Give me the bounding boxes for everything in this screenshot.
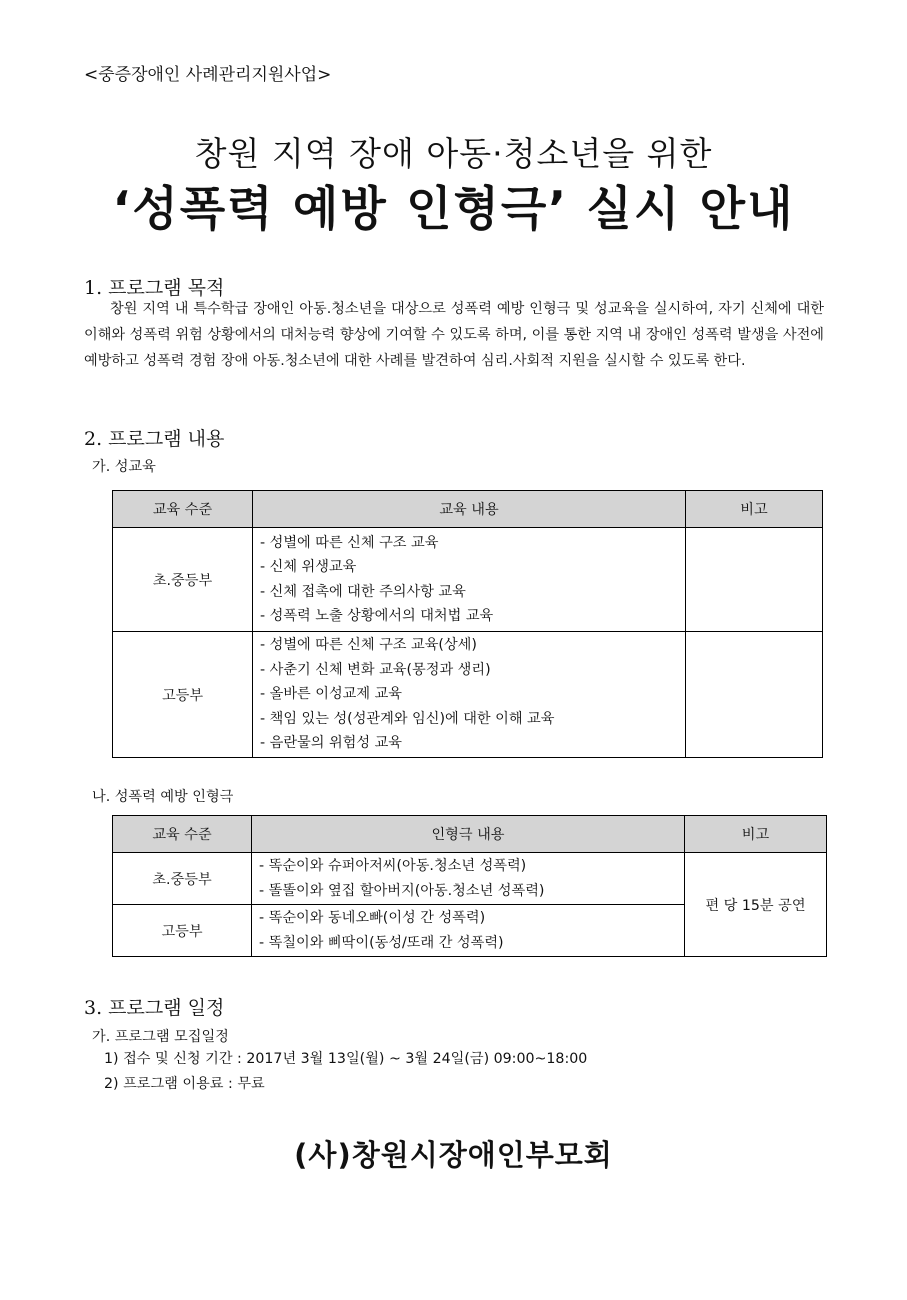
list-item: - 올바른 이성교제 교육 bbox=[260, 686, 402, 703]
list-item: - 똑순이와 슈퍼아저씨(아동.청소년 성폭력) bbox=[259, 858, 527, 874]
list-item: - 성별에 따른 신체 구조 교육 bbox=[260, 534, 439, 551]
list-item: - 성별에 따른 신체 구조 교육(상세) bbox=[260, 637, 477, 654]
table-row bbox=[113, 853, 827, 905]
column-header: 교육 수준 bbox=[113, 491, 253, 528]
column-header: 교육 내용 bbox=[253, 491, 686, 528]
section2-sub-a: 가. 성교육 bbox=[92, 459, 156, 475]
list-item: - 신체 접촉에 대한 주의사항 교육 bbox=[260, 583, 466, 600]
table-header-row bbox=[113, 816, 827, 853]
organization-name: (사)창원시장애인부모회 bbox=[294, 1138, 613, 1172]
list-item: - 성폭력 노출 상황에서의 대처법 교육 bbox=[260, 608, 494, 624]
schedule-item: 1) 접수 및 신청 기간 : 2017년 3월 13일(월) ~ 3월 24일(금) 09:00~18:00 bbox=[104, 1051, 588, 1067]
column-header: 교육 수준 bbox=[113, 816, 252, 853]
content-cell bbox=[252, 853, 685, 905]
list-item: - 음란물의 위험성 교육 bbox=[260, 735, 402, 752]
section1-heading: 1. 프로그램 목적 bbox=[84, 277, 225, 299]
page-title-line2: ‘성폭력 예방 인형극’ 실시 안내 bbox=[112, 182, 795, 237]
puppet-show-table bbox=[112, 815, 827, 957]
page-title-line1: 창원 지역 장애 아동·청소년을 위한 bbox=[194, 134, 713, 173]
note-cell: 편 당 15분 공연 bbox=[685, 853, 827, 957]
list-item: - 신체 위생교육 bbox=[260, 559, 357, 575]
schedule-item: 2) 프로그램 이용료 : 무료 bbox=[104, 1076, 265, 1092]
content-cell bbox=[253, 528, 686, 632]
table-row bbox=[113, 632, 823, 758]
list-item: - 똘똘이와 옆집 할아버지(아동.청소년 성폭력) bbox=[259, 882, 545, 899]
list-item: - 똑순이와 동네오빠(이성 간 성폭력) bbox=[259, 910, 486, 926]
content-cell bbox=[252, 905, 685, 957]
level-cell: 초.중등부 bbox=[113, 853, 252, 905]
column-header: 비고 bbox=[686, 491, 823, 528]
list-item: - 책임 있는 성(성관계와 임신)에 대한 이해 교육 bbox=[260, 710, 555, 727]
content-cell bbox=[253, 632, 686, 758]
section3-heading: 3. 프로그램 일정 bbox=[84, 997, 225, 1019]
level-cell: 고등부 bbox=[113, 905, 252, 957]
list-item: - 사춘기 신체 변화 교육(몽정과 생리) bbox=[260, 661, 491, 678]
list-item: - 똑칠이와 삐딱이(동성/또래 간 성폭력) bbox=[259, 934, 504, 951]
section2-heading: 2. 프로그램 내용 bbox=[84, 428, 225, 450]
note-cell bbox=[686, 528, 823, 632]
table-header-row bbox=[113, 491, 823, 528]
sex-education-table bbox=[112, 490, 823, 758]
section3-sub-a: 가. 프로그램 모집일정 bbox=[92, 1029, 229, 1045]
section1-body: 창원 지역 내 특수학급 장애인 아동.청소년을 대상으로 성폭력 예방 인형극 및 성교육을 실시하여, 자기 신체에 대한 이해와 성폭력 위험 상황에서의 대처능력 향상에 기여할 수 있도록 하며, 이를 통한 지역 내 장애인 성폭력 발생을 사전에 예방하고 성폭력 경험 장애 아동.청소년에 대한 사례를 발견하여 심리.사회적 지원을 실시할 수 있도록 한다. bbox=[84, 301, 824, 369]
column-header: 비고 bbox=[685, 816, 827, 853]
column-header: 인형극 내용 bbox=[252, 816, 685, 853]
table-row bbox=[113, 528, 823, 632]
level-cell: 초.중등부 bbox=[113, 528, 253, 632]
section2-sub-b: 나. 성폭력 예방 인형극 bbox=[92, 789, 234, 805]
note-cell bbox=[686, 632, 823, 758]
level-cell: 고등부 bbox=[113, 632, 253, 758]
header-tag: <중증장애인 사례관리지원사업> bbox=[84, 65, 332, 85]
